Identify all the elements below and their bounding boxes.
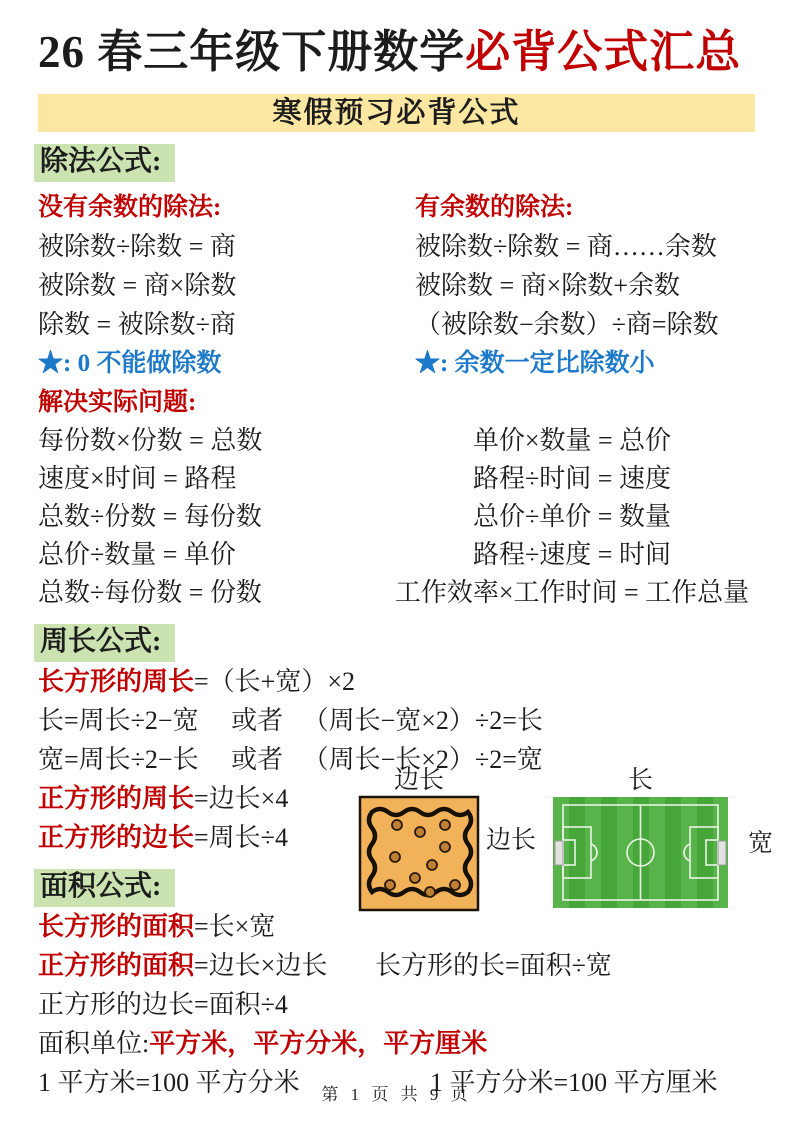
formula-prefix: 长方形的周长 <box>38 667 195 696</box>
problems-row <box>38 536 755 574</box>
formula-line: 1 平方分米=100 平方厘米 <box>430 1068 718 1097</box>
problems-row <box>38 460 755 498</box>
section-label-perimeter: 周长公式: <box>34 624 175 662</box>
formula-row <box>38 946 755 985</box>
division-left-column <box>38 188 415 383</box>
formula-line: 被除数÷除数 = 商……余数 <box>415 232 717 261</box>
section-label-division: 除法公式: <box>34 144 175 182</box>
cookie-side-label: 边长 <box>486 827 537 854</box>
problems-head: 解决实际问题: <box>38 389 197 416</box>
square-cookie-image <box>358 795 480 912</box>
field-top-label: 长 <box>627 767 653 794</box>
units-value: 平方米，平方分米，平方厘米 <box>149 1029 488 1058</box>
formula-line: 单价×数量 = 总价 <box>472 426 672 455</box>
division-left-note: ★: 0 不能做除数 <box>38 350 222 377</box>
cookie-top-label: 边长 <box>393 767 444 794</box>
formula-line <box>38 662 755 701</box>
problems-row <box>38 422 755 460</box>
formula-rest: =（长+宽）×2 <box>194 667 356 696</box>
problems-row <box>38 498 755 536</box>
page-title-red: 必背公式汇总 <box>465 27 742 77</box>
formula-line: 工作效率×工作时间 = 工作总量 <box>394 578 750 607</box>
area-units-line <box>38 1024 755 1063</box>
formula-line: （被除数−余数）÷商=除数 <box>415 310 719 339</box>
formula-line: 路程÷速度 = 时间 <box>473 540 671 569</box>
formula-prefix: 正方形的面积 <box>38 951 195 980</box>
formula-rest: =长×宽 <box>194 912 276 941</box>
formula-line: 总价÷数量 = 单价 <box>38 540 236 569</box>
division-right-column <box>415 188 755 383</box>
page-number-footer: 第 1 页 共 9 页 <box>321 1085 472 1104</box>
formula-prefix: 长方形的面积 <box>38 912 195 941</box>
page-title <box>38 22 755 82</box>
formula-line: 总数÷每份数 = 份数 <box>38 578 262 607</box>
formula-line: 1 平方米=100 平方分米 <box>38 1068 300 1097</box>
subtitle-banner: 寒假预习必背公式 <box>38 94 755 132</box>
football-field-figure <box>553 797 728 913</box>
formula-line: 长方形的长=面积÷宽 <box>375 951 612 980</box>
division-left-head: 没有余数的除法: <box>38 194 222 221</box>
formula-line: 速度×时间 = 路程 <box>38 464 237 493</box>
units-label: 面积单位: <box>38 1029 150 1058</box>
square-cookie-figure <box>358 795 480 917</box>
division-right-head: 有余数的除法: <box>415 194 574 221</box>
formula-line: 宽=周长÷2−长 或者 （周长−长×2）÷2=宽 <box>38 745 543 774</box>
page-title-black: 26 春三年级下册数学 <box>38 27 466 77</box>
division-right-note: ★: 余数一定比除数小 <box>415 350 655 377</box>
formula-line: 正方形的边长=面积÷4 <box>38 990 288 1019</box>
formula-rest: =边长×4 <box>194 784 289 813</box>
formula-prefix: 正方形的周长 <box>38 784 195 813</box>
formula-rest: =边长×边长 <box>194 951 328 980</box>
formula-line: 被除数 = 商×除数 <box>38 271 237 300</box>
formula-line: 被除数 = 商×除数+余数 <box>415 271 680 300</box>
football-field-image <box>553 797 728 908</box>
problems-row <box>38 574 755 612</box>
formula-prefix: 正方形的边长 <box>38 823 195 852</box>
formula-line: 总价÷单价 = 数量 <box>473 502 671 531</box>
formula-rest: =周长÷4 <box>194 823 288 852</box>
division-columns <box>38 188 755 383</box>
formula-line: 每份数×份数 = 总数 <box>38 426 263 455</box>
formula-line: 总数÷份数 = 每份数 <box>38 502 262 531</box>
field-side-label: 宽 <box>748 830 774 857</box>
formula-line: 长=周长÷2−宽 或者 （周长−宽×2）÷2=长 <box>38 706 543 735</box>
section-label-area: 面积公式: <box>34 869 175 907</box>
formula-line: 路程÷时间 = 速度 <box>473 464 671 493</box>
formula-line: 除数 = 被除数÷商 <box>38 310 236 339</box>
formula-line: 被除数÷除数 = 商 <box>38 232 236 261</box>
